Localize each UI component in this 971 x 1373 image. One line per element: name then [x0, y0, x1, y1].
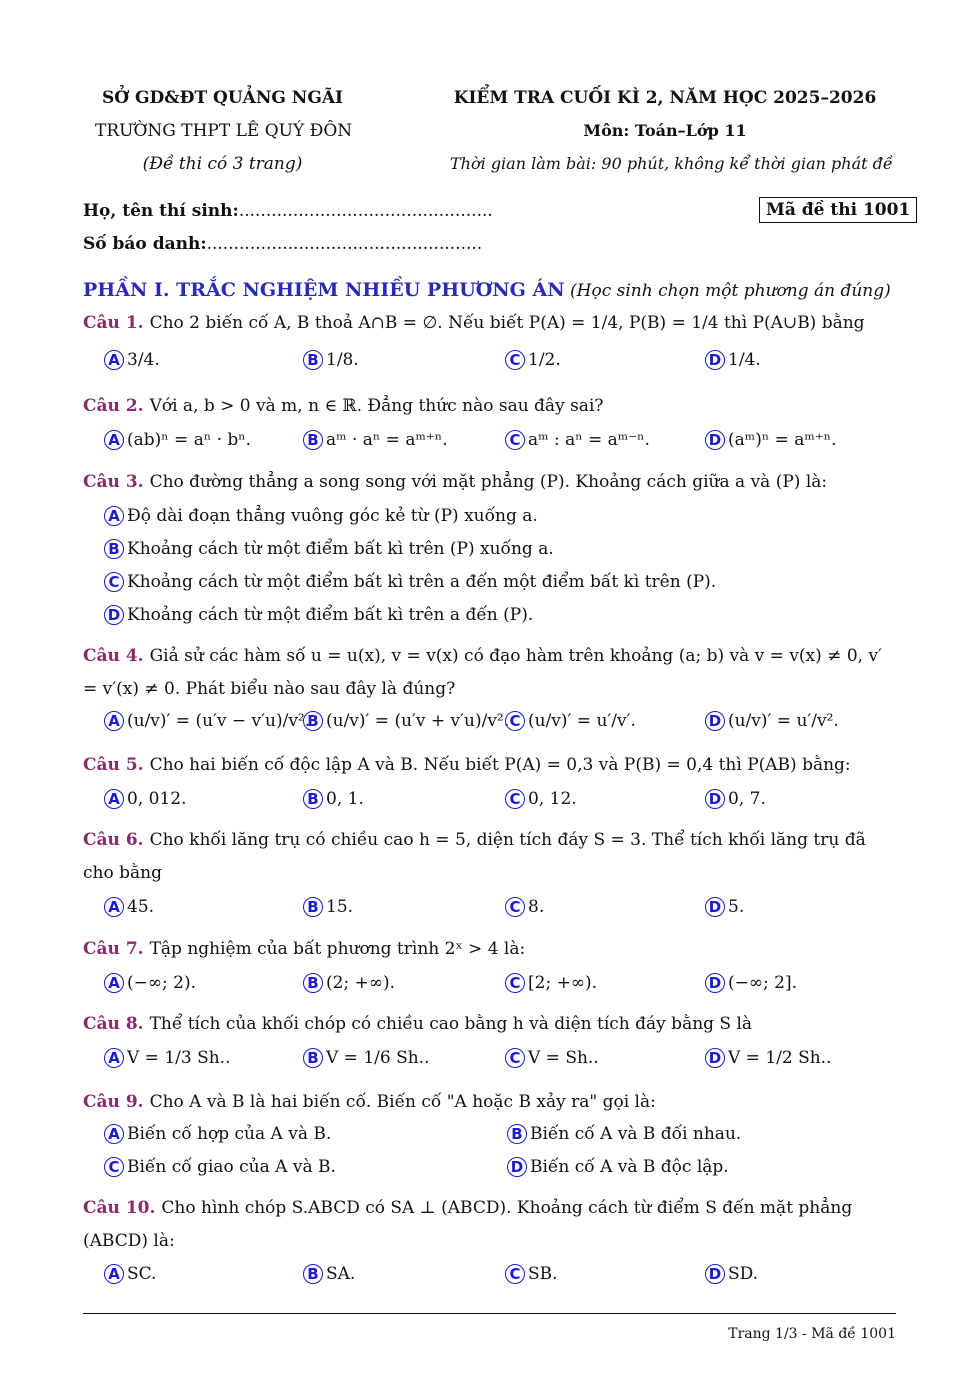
- question-4: [83, 640, 899, 706]
- question-text: Cho A và B là hai biến cố. Biến cố "A hoặc B xảy ra" gọi là:: [149, 1092, 656, 1112]
- question-text: Tập nghiệm của bất phương trình 2ˣ > 4 là:: [149, 939, 526, 959]
- question-label: Câu 3.: [83, 472, 144, 492]
- question-label: Câu 5.: [83, 755, 144, 775]
- question-text: Cho đường thẳng a song song với mặt phẳng (P). Khoảng cách giữa a và (P) là:: [149, 472, 828, 492]
- candidate-id-line: [83, 234, 482, 254]
- option-letter-circle: A: [104, 430, 124, 450]
- option-text: V = 1/2 Sh..: [728, 1048, 832, 1068]
- question-label: Câu 2.: [83, 396, 144, 416]
- option-letter-circle: B: [303, 711, 323, 731]
- option-text: [2; +∞).: [528, 973, 598, 993]
- option-text: Biến cố A và B đối nhau.: [530, 1124, 742, 1144]
- question-label: Câu 10.: [83, 1198, 156, 1218]
- option-b[interactable]: [303, 430, 448, 450]
- option-b[interactable]: [303, 1048, 430, 1068]
- option-text: V = 1/3 Sh..: [127, 1048, 231, 1068]
- question-label: Câu 8.: [83, 1014, 144, 1034]
- option-letter-circle: D: [705, 897, 725, 917]
- option-c[interactable]: [104, 572, 716, 592]
- question-10: [83, 1192, 899, 1258]
- option-a[interactable]: [104, 430, 251, 450]
- option-d[interactable]: [705, 973, 797, 993]
- option-text: Biến cố giao của A và B.: [127, 1157, 336, 1177]
- option-letter-circle: A: [104, 506, 124, 526]
- option-letter-circle: B: [303, 430, 323, 450]
- option-a[interactable]: [104, 1264, 156, 1284]
- question-text: Cho hai biến cố độc lập A và B. Nếu biết P(A) = 0,3 và P(B) = 0,4 thì P(AB) bằng:: [149, 755, 851, 775]
- option-letter-circle: C: [505, 711, 525, 731]
- option-text: 1/4.: [728, 350, 761, 370]
- option-a[interactable]: [104, 1124, 331, 1144]
- candidate-name-line: [83, 201, 493, 221]
- page-footer: Trang 1/3 - Mã đề 1001: [728, 1326, 896, 1342]
- option-letter-circle: C: [505, 973, 525, 993]
- part1-heading: [83, 279, 891, 301]
- option-letter-circle: A: [104, 789, 124, 809]
- exam-code-box: Mã đề thi 1001: [759, 197, 917, 223]
- question-8: [83, 1008, 899, 1041]
- question-label: Câu 6.: [83, 830, 144, 850]
- option-letter-circle: D: [705, 789, 725, 809]
- option-a[interactable]: [104, 350, 160, 370]
- option-a[interactable]: [104, 711, 310, 731]
- option-letter-circle: A: [104, 1264, 124, 1284]
- option-text: Biến cố hợp của A và B.: [127, 1124, 332, 1144]
- option-text: 0, 1.: [326, 789, 364, 809]
- option-text: 5.: [728, 897, 745, 917]
- option-d[interactable]: [705, 430, 837, 450]
- option-c[interactable]: [104, 1157, 336, 1177]
- option-a[interactable]: [104, 789, 186, 809]
- option-letter-circle: A: [104, 350, 124, 370]
- option-c[interactable]: [505, 430, 650, 450]
- question-5: [83, 749, 899, 782]
- option-text: (aᵐ)ⁿ = aᵐ⁺ⁿ.: [728, 430, 837, 450]
- part1-title: PHẦN I. TRẮC NGHIỆM NHIỀU PHƯƠNG ÁN: [83, 279, 565, 301]
- question-label: Câu 4.: [83, 646, 144, 666]
- option-text: SD.: [728, 1264, 759, 1284]
- option-letter-circle: C: [505, 789, 525, 809]
- question-3: [83, 466, 899, 499]
- candidate-id-dots: ...................................................: [206, 234, 483, 254]
- school-name: TRƯỜNG THPT LÊ QUÝ ĐÔN: [95, 121, 353, 141]
- option-a[interactable]: [104, 973, 196, 993]
- option-letter-circle: B: [303, 897, 323, 917]
- option-text: 45.: [127, 897, 155, 917]
- option-text: V = Sh..: [528, 1048, 599, 1068]
- option-b[interactable]: [303, 711, 509, 731]
- option-letter-circle: B: [303, 350, 323, 370]
- option-letter-circle: B: [507, 1124, 527, 1144]
- option-d[interactable]: [104, 605, 533, 625]
- option-text: aᵐ · aⁿ = aᵐ⁺ⁿ.: [326, 430, 448, 450]
- option-text: Khoảng cách từ một điểm bất kì trên (P) xuống a.: [127, 539, 554, 559]
- option-text: (−∞; 2].: [728, 973, 798, 993]
- question-text: Giả sử các hàm số u = u(x), v = v(x) có đạo hàm trên khoảng (a; b) và v = v(x) ≠ 0, v′ = v′(x) ≠ 0. Phát biểu nào sau đây là đúng?: [83, 646, 882, 699]
- option-b[interactable]: [303, 1264, 355, 1284]
- option-c[interactable]: [505, 1264, 558, 1284]
- option-d[interactable]: [705, 1264, 758, 1284]
- option-letter-circle: D: [705, 973, 725, 993]
- candidate-name-dots: ...............................................: [238, 201, 493, 221]
- option-letter-circle: C: [505, 1048, 525, 1068]
- option-text: Độ dài đoạn thẳng vuông góc kẻ từ (P) xuống a.: [127, 506, 538, 526]
- option-text: (u/v)′ = u′/v′.: [528, 711, 636, 731]
- question-text: Thể tích của khối chóp có chiều cao bằng h và diện tích đáy bằng S là: [149, 1014, 753, 1034]
- option-d[interactable]: [705, 711, 839, 731]
- option-letter-circle: D: [507, 1157, 527, 1177]
- candidate-id-label: Số báo danh:: [83, 234, 207, 254]
- option-b[interactable]: [303, 789, 364, 809]
- option-d[interactable]: [705, 789, 766, 809]
- department-name: SỞ GD&ĐT QUẢNG NGÃI: [101, 88, 344, 108]
- option-letter-circle: D: [705, 1264, 725, 1284]
- option-text: 15.: [326, 897, 354, 917]
- option-b[interactable]: [303, 350, 359, 370]
- option-letter-circle: D: [705, 430, 725, 450]
- option-b[interactable]: [104, 539, 554, 559]
- option-text: (u/v)′ = (u′v + v′u)/v².: [326, 711, 510, 731]
- option-letter-circle: C: [505, 350, 525, 370]
- option-text: Khoảng cách từ một điểm bất kì trên a đến (P).: [127, 605, 534, 625]
- pages-note: (Đề thi có 3 trang): [142, 154, 303, 174]
- option-text: 0, 012.: [127, 789, 187, 809]
- option-b[interactable]: [507, 1124, 741, 1144]
- exam-title: KIỂM TRA CUỐI KÌ 2, NĂM HỌC 2025–2026: [453, 88, 877, 108]
- option-d[interactable]: [507, 1157, 729, 1177]
- option-letter-circle: A: [104, 1124, 124, 1144]
- option-a[interactable]: [104, 506, 538, 526]
- question-text: Với a, b > 0 và m, n ∈ ℝ. Đẳng thức nào sau đây sai?: [149, 396, 604, 416]
- option-a[interactable]: [104, 1048, 231, 1068]
- option-text: (u/v)′ = (u′v − v′u)/v².: [127, 711, 311, 731]
- option-letter-circle: A: [104, 973, 124, 993]
- option-a[interactable]: [104, 897, 154, 917]
- question-2: [83, 390, 899, 423]
- option-c[interactable]: [505, 1048, 599, 1068]
- option-text: (2; +∞).: [326, 973, 396, 993]
- option-text: aᵐ : aⁿ = aᵐ⁻ⁿ.: [528, 430, 650, 450]
- option-text: 8.: [528, 897, 545, 917]
- question-label: Câu 1.: [83, 313, 144, 333]
- question-1: [83, 307, 899, 340]
- option-text: (−∞; 2).: [127, 973, 197, 993]
- option-text: V = 1/6 Sh..: [326, 1048, 430, 1068]
- option-d[interactable]: [705, 1048, 832, 1068]
- option-c[interactable]: [505, 711, 636, 731]
- question-label: Câu 9.: [83, 1092, 144, 1112]
- option-letter-circle: C: [104, 1157, 124, 1177]
- option-letter-circle: A: [104, 897, 124, 917]
- option-letter-circle: C: [505, 897, 525, 917]
- option-letter-circle: C: [505, 1264, 525, 1284]
- option-letter-circle: B: [104, 539, 124, 559]
- option-letter-circle: B: [303, 1264, 323, 1284]
- option-text: 3/4.: [127, 350, 160, 370]
- candidate-name-label: Họ, tên thí sinh:: [83, 201, 239, 221]
- question-label: Câu 7.: [83, 939, 144, 959]
- question-9: [83, 1086, 899, 1119]
- option-letter-circle: C: [104, 572, 124, 592]
- option-letter-circle: B: [303, 1048, 323, 1068]
- option-text: Biến cố A và B độc lập.: [530, 1157, 729, 1177]
- question-text: Cho khối lăng trụ có chiều cao h = 5, diện tích đáy S = 3. Thể tích khối lăng trụ đã cho bằng: [83, 830, 866, 883]
- subject: Môn: Toán–Lớp 11: [583, 121, 747, 140]
- option-text: (u/v)′ = u′/v².: [728, 711, 839, 731]
- option-text: 1/8.: [326, 350, 359, 370]
- question-6: [83, 824, 899, 890]
- option-letter-circle: D: [705, 711, 725, 731]
- time-note: Thời gian làm bài: 90 phút, không kể thời gian phát đề: [450, 154, 893, 173]
- option-text: (ab)ⁿ = aⁿ · bⁿ.: [127, 430, 252, 450]
- option-letter-circle: B: [303, 789, 323, 809]
- option-letter-circle: A: [104, 711, 124, 731]
- option-d[interactable]: [705, 897, 744, 917]
- option-letter-circle: D: [705, 350, 725, 370]
- option-c[interactable]: [505, 973, 597, 993]
- option-d[interactable]: [705, 350, 761, 370]
- footer-rule: [83, 1313, 896, 1314]
- option-text: SA.: [326, 1264, 356, 1284]
- part1-note: (Học sinh chọn một phương án đúng): [570, 281, 891, 301]
- option-b[interactable]: [303, 973, 395, 993]
- option-letter-circle: C: [505, 430, 525, 450]
- option-c[interactable]: [505, 789, 577, 809]
- option-letter-circle: A: [104, 1048, 124, 1068]
- option-text: 0, 12.: [528, 789, 577, 809]
- option-text: 1/2.: [528, 350, 561, 370]
- option-b[interactable]: [303, 897, 353, 917]
- option-text: 0, 7.: [728, 789, 766, 809]
- question-text: Cho hình chóp S.ABCD có SA ⊥ (ABCD). Khoảng cách từ điểm S đến mặt phẳng (ABCD) là:: [83, 1198, 853, 1251]
- option-text: Khoảng cách từ một điểm bất kì trên a đến một điểm bất kì trên (P).: [127, 572, 717, 592]
- option-text: SB.: [528, 1264, 558, 1284]
- option-text: SC.: [127, 1264, 157, 1284]
- question-text: Cho 2 biến cố A, B thoả A∩B = ∅. Nếu biết P(A) = 1/4, P(B) = 1/4 thì P(A∪B) bằng: [149, 313, 865, 333]
- option-letter-circle: D: [705, 1048, 725, 1068]
- option-c[interactable]: [505, 897, 544, 917]
- option-letter-circle: B: [303, 973, 323, 993]
- option-c[interactable]: [505, 350, 561, 370]
- option-letter-circle: D: [104, 605, 124, 625]
- question-7: [83, 933, 899, 966]
